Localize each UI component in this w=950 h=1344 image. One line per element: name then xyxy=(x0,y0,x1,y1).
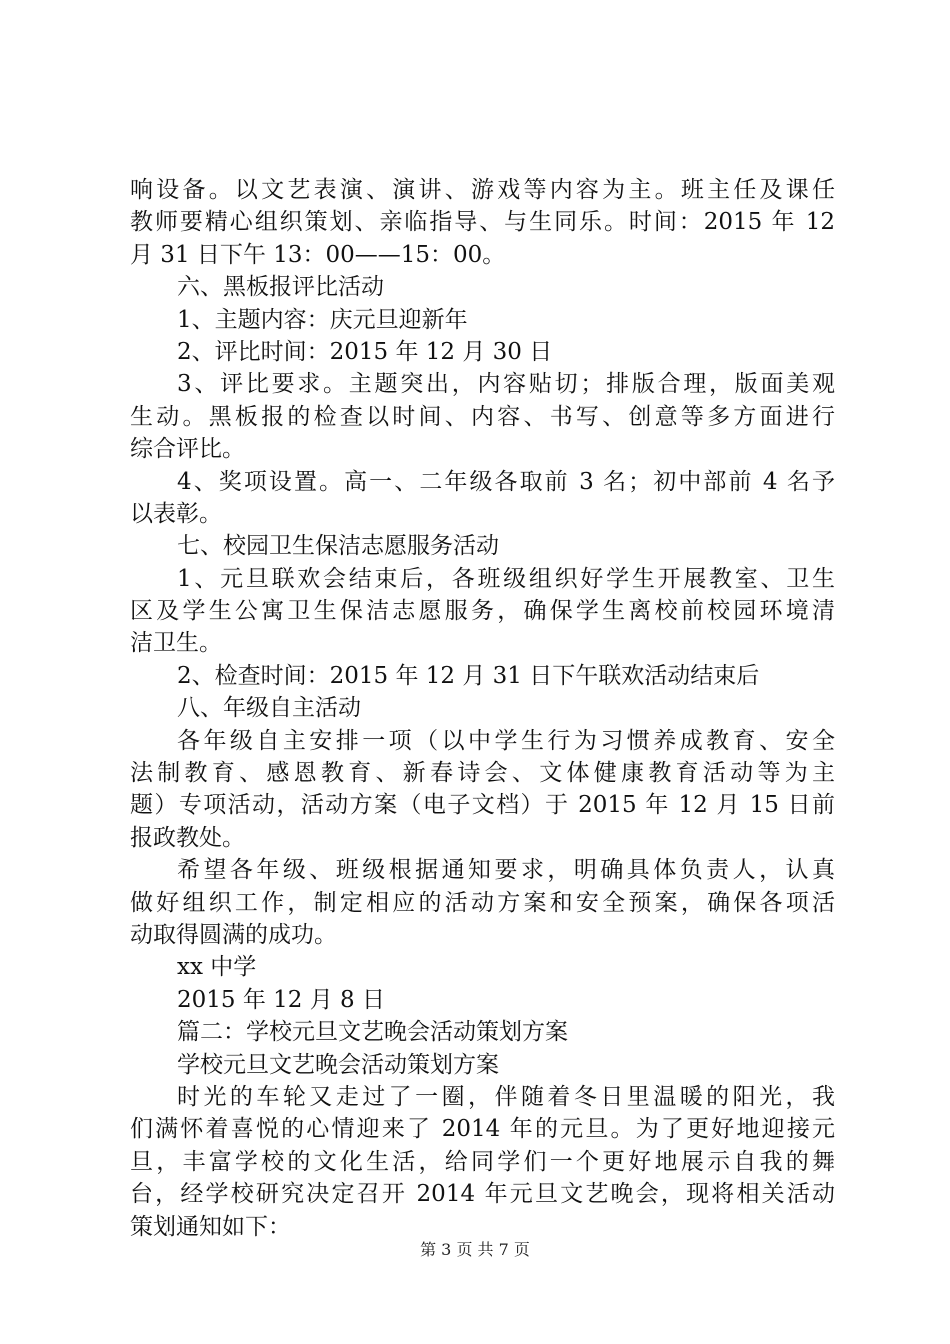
document-title: 学校元旦文艺晚会活动策划方案 xyxy=(177,1051,499,1078)
text-line: 策划通知如下： xyxy=(130,1213,291,1240)
page-number: 第 3 页 共 7 页 xyxy=(420,1240,530,1259)
text-line: 2、检查时间：2015 年 12 月 31 日下午联欢活动结束后 xyxy=(177,662,760,689)
text-line: 响设备。以文艺表演、演讲、游戏等内容为主。班主任及课任 xyxy=(130,177,835,203)
text-line: 2、评比时间：2015 年 12 月 30 日 xyxy=(177,338,553,365)
text-line: 动取得圆满的成功。 xyxy=(130,921,337,948)
text-line: 做好组织工作，制定相应的活动方案和安全预案，确保各项活 xyxy=(130,889,835,916)
text-line: 时光的车轮又走过了一圈，伴随着冬日里温暖的阳光，我 xyxy=(177,1083,835,1110)
text-line: 生动。黑板报的检查以时间、内容、书写、创意等多方面进行 xyxy=(130,403,835,430)
text-line: 综合评比。 xyxy=(130,436,245,463)
text-line: 4、奖项设置。高一、二年级各取前 3 名；初中部前 4 名予 xyxy=(177,468,835,495)
section-heading: 八、年级自主活动 xyxy=(177,695,361,722)
text-line: 台，经学校研究决定召开 2014 年元旦文艺晚会，现将相关活动 xyxy=(130,1181,835,1208)
signature-org: xx 中学 xyxy=(177,954,257,981)
text-line: 们满怀着喜悦的心情迎来了 2014 年的元旦。为了更好地迎接元 xyxy=(130,1116,835,1143)
text-line: 教师要精心组织策划、亲临指导、与生同乐。时间：2015 年 12 xyxy=(130,209,835,236)
text-line: 题）专项活动，活动方案（电子文档）于 2015 年 12 月 15 日前 xyxy=(130,792,835,819)
text-line: 各年级自主安排一项（以中学生行为习惯养成教育、安全 xyxy=(177,727,835,754)
text-line: 区及学生公寓卫生保洁志愿服务，确保学生离校前校园环境清 xyxy=(130,598,835,625)
section-heading: 篇二：学校元旦文艺晚会活动策划方案 xyxy=(177,1019,568,1046)
text-line: 月 31 日下午 13：00——15：00。 xyxy=(130,241,506,268)
section-heading: 六、黑板报评比活动 xyxy=(177,274,384,301)
signature-date: 2015 年 12 月 8 日 xyxy=(177,986,385,1013)
document-body xyxy=(130,174,835,1243)
text-line: 报政教处。 xyxy=(130,824,245,851)
text-line: 1、主题内容：庆元旦迎新年 xyxy=(177,306,468,333)
text-line: 希望各年级、班级根据通知要求，明确具体负责人，认真 xyxy=(177,857,835,884)
section-heading: 七、校园卫生保洁志愿服务活动 xyxy=(177,533,499,560)
text-line: 1、元旦联欢会结束后，各班级组织好学生开展教室、卫生 xyxy=(177,565,835,592)
text-line: 洁卫生。 xyxy=(130,630,222,657)
text-line: 法制教育、感恩教育、新春诗会、文体健康教育活动等为主 xyxy=(130,760,835,787)
text-line: 旦，丰富学校的文化生活，给同学们一个更好地展示自我的舞 xyxy=(130,1148,835,1175)
text-line: 3、评比要求。主题突出，内容贴切；排版合理，版面美观 xyxy=(177,371,835,398)
text-line: 以表彰。 xyxy=(130,500,222,527)
